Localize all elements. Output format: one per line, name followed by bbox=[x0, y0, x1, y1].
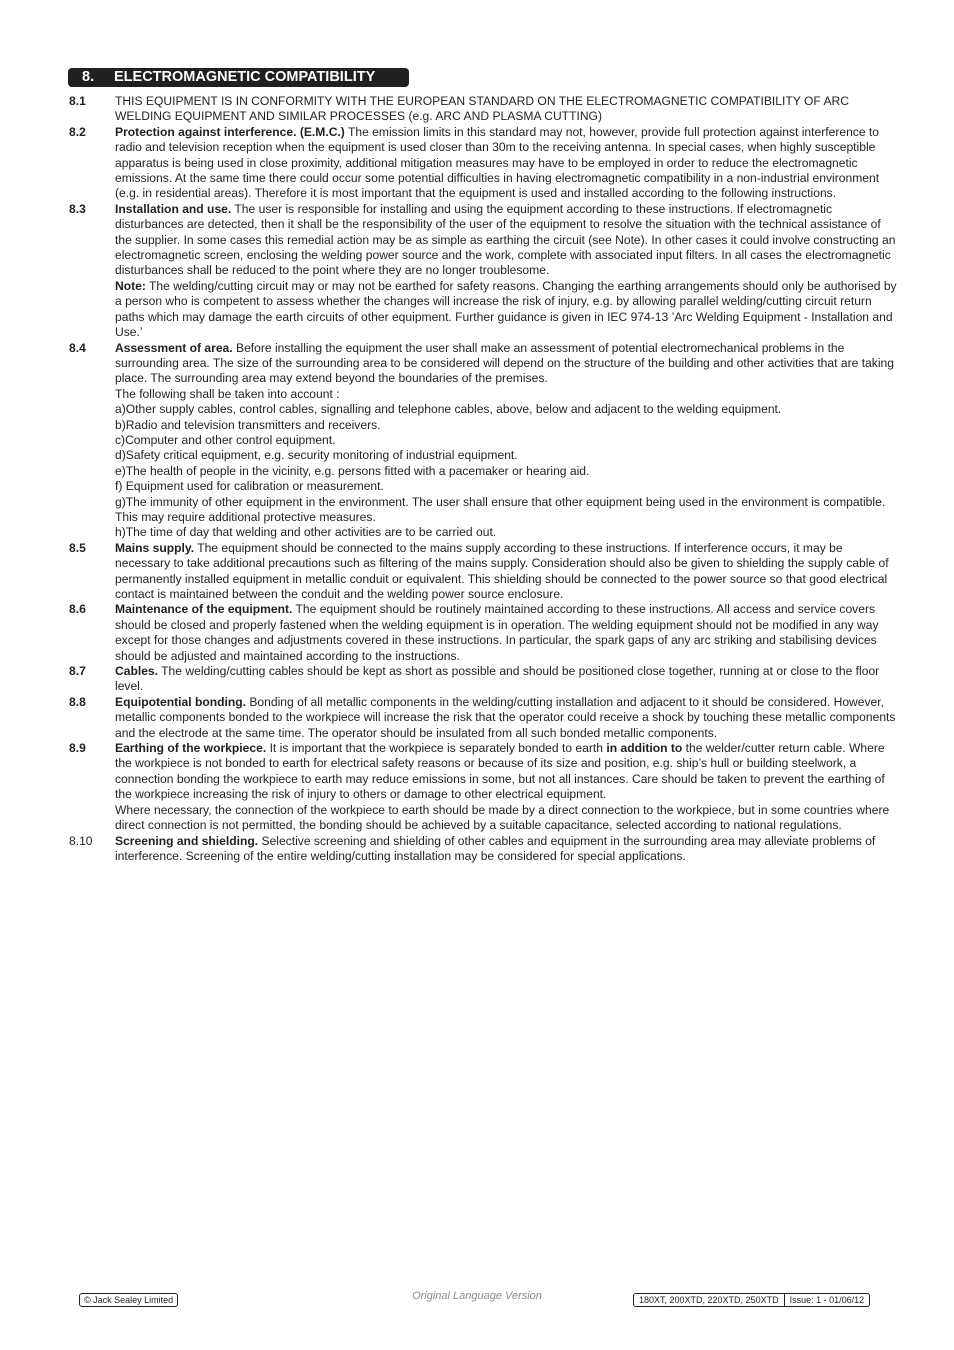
section-body: It is important that the workpiece is separately bonded to earth bbox=[266, 741, 607, 756]
section-8-3 bbox=[69, 202, 899, 341]
section-lead: Maintenance of the equipment. bbox=[115, 602, 293, 617]
section-heading-number: 8. bbox=[82, 69, 95, 85]
section-8-5 bbox=[69, 541, 899, 603]
footer-copyright: © Jack Sealey Limited bbox=[79, 1293, 178, 1307]
section-lead: Equipotential bonding. bbox=[115, 694, 246, 709]
section-text bbox=[115, 664, 899, 695]
section-8-6 bbox=[69, 602, 899, 664]
section-body: The emission limits in this standard may not, however, provide full protection against interference to radio and television reception when the equipment is used closer than 30m to the receiving antenna. In special cases, when highly susceptible apparatus is being used in close proximity, additional mitigation measures may have to be employed in order to reduce the electromagnetic emissions. At the same time there could occur some potential difficulties in having electromagnetic compatibility in a non-industrial environment (e.g. in residential areas). Therefore it is most important that the equipment is used and installed according to the following instructions. bbox=[115, 124, 880, 201]
footer-language-note: Original Language Version bbox=[412, 1290, 542, 1302]
list-intro: The following shall be taken into account : bbox=[115, 386, 340, 401]
list-item: g)The immunity of other equipment in the environment. The user shall ensure that other equipment being used in the environment is compatible. This may require additional protective measures. bbox=[115, 494, 886, 524]
section-lead: Installation and use. bbox=[115, 201, 232, 216]
document-body bbox=[69, 94, 899, 864]
section-text bbox=[115, 202, 899, 279]
section-lead: Protection against interference. (E.M.C.) bbox=[115, 124, 345, 139]
section-body: the welder/cutter return cable. Where the workpiece is not bonded to earth for electrical safety reasons or because of its size and position, e.g. ship’s hull or building steelwork, a connection bonding the workpiece to earth may reduce emissions in some, but not all instances. Care should be taken to prevent the earthing of the workpiece increasing the risk of injury to others or damage to other electrical equipment. bbox=[115, 741, 885, 802]
section-text bbox=[115, 602, 899, 664]
footer-issue: Issue: 1 - 01/06/12 bbox=[784, 1294, 870, 1306]
section-number: 8.3 bbox=[69, 201, 86, 216]
list-item: b)Radio and television transmitters and receivers. bbox=[115, 417, 381, 432]
note-lead: Note: bbox=[115, 278, 146, 293]
list-item: d)Safety critical equipment, e.g. security monitoring of industrial equipment. bbox=[115, 448, 518, 463]
section-8-9 bbox=[69, 741, 899, 833]
section-body: Bonding of all metallic components in the welding/cutting installation and adjacent to it should be considered. However, metallic components bonded to the workpiece will increase the risk that the operator could receive a shock by touching these metallic components and the electrode at the same time. The operator should be insulated from all such bonded metallic components. bbox=[115, 694, 896, 740]
section-number: 8.2 bbox=[69, 124, 86, 139]
section-body: The welding/cutting cables should be kept as short as possible and should be positioned close together, running at or close to the floor level. bbox=[115, 664, 880, 694]
section-heading-title: ELECTROMAGNETIC COMPATIBILITY bbox=[114, 69, 376, 85]
section-number: 8.4 bbox=[69, 340, 86, 355]
list-item: c)Computer and other control equipment. bbox=[115, 432, 336, 447]
list-item: e)The health of people in the vicinity, e.g. persons fitted with a pacemaker or hearing aid. bbox=[115, 463, 590, 478]
footer-model-info bbox=[633, 1293, 870, 1307]
section-8-1 bbox=[69, 94, 899, 125]
section-emphasis: in addition to bbox=[606, 741, 683, 756]
section-body: The equipment should be connected to the mains supply according to these instructions. If interference occurs, it may be necessary to take additional precautions such as filtering of the mains supply. Consideration should also be given to shielding the supply cable of permanently installed equipment in metallic conduit or equivalent. This shielding should be connected to the power source so that good electrical contact is maintained between the conduit and the welding power source enclosure. bbox=[115, 540, 889, 601]
section-8-4 bbox=[69, 341, 899, 541]
section-heading bbox=[68, 68, 409, 87]
section-text: THIS EQUIPMENT IS IN CONFORMITY WITH THE EUROPEAN STANDARD ON THE ELECTROMAGNETIC COMPATIBILITY OF ARC WELDING EQUIPMENT AND SIMILAR PROCESSES (e.g. ARC AND PLASMA CUTTING) bbox=[115, 94, 849, 124]
section-8-7 bbox=[69, 664, 899, 695]
footer-models: 180XT, 200XTD, 220XTD, 250XTD bbox=[639, 1295, 779, 1305]
section-8-10 bbox=[69, 834, 899, 865]
section-number: 8.1 bbox=[69, 94, 86, 108]
section-8-2 bbox=[69, 125, 899, 202]
section-body: Before installing the equipment the user shall make an assessment of potential electromechanical problems in the surrounding area. The size of the surrounding area to be considered will depend on the structure of the building and other activities that are taking place. The surrounding area may extend beyond the boundaries of the premises. bbox=[115, 340, 894, 386]
list-item: a)Other supply cables, control cables, signalling and telephone cables, above, below and adjacent to the welding equipment. bbox=[115, 402, 782, 417]
section-body: Selective screening and shielding of other cables and equipment in the surrounding area may alleviate problems of interference. Screening of the entire welding/cutting installation may be considered for special applications. bbox=[115, 833, 876, 863]
list-item: f) Equipment used for calibration or measurement. bbox=[115, 479, 384, 494]
section-lead: Screening and shielding. bbox=[115, 833, 259, 848]
section-text bbox=[115, 125, 899, 202]
section-number: 8.5 bbox=[69, 540, 86, 555]
list-item: h)The time of day that welding and other activities are to be carried out. bbox=[115, 525, 497, 540]
section-text bbox=[115, 541, 899, 603]
section-text bbox=[115, 741, 899, 803]
section-lead: Mains supply. bbox=[115, 540, 195, 555]
section-text bbox=[115, 341, 899, 387]
section-number: 8.8 bbox=[69, 694, 86, 709]
section-lead: Earthing of the workpiece. bbox=[115, 741, 267, 756]
section-8-8 bbox=[69, 695, 899, 741]
section-body: The equipment should be routinely maintained according to these instructions. All access and service covers should be closed and properly fastened when the welding equipment is in operation. The welding equipment should not be modified in any way except for those changes and adjustments covered in these instructions. In particular, the spark gaps of any arc striking and stabilising devices should be adjusted and maintained according to the instructions. bbox=[115, 602, 879, 663]
section-text bbox=[115, 834, 899, 865]
section-body: The user is responsible for installing and using the equipment according to these instructions. If electromagnetic disturbances are detected, then it shall be the responsibility of the user of the equipment to resolve the situation with the technical assistance of the supplier. In some cases this remedial action may be as simple as earthing the circuit (see Note). In other cases it could involve constructing an electromagnetic screen, enclosing the welding power source and the work, complete with associated input filters. In all cases the electromagnetic disturbances shall be reduced to the point where they are no longer troublesome. bbox=[115, 201, 896, 278]
section-text bbox=[115, 695, 899, 741]
note-paragraph bbox=[115, 279, 899, 341]
section-lead: Assessment of area. bbox=[115, 340, 233, 355]
section-number: 8.10 bbox=[69, 833, 93, 848]
section-lead: Cables. bbox=[115, 664, 159, 679]
section-number: 8.7 bbox=[69, 664, 86, 679]
section-number: 8.6 bbox=[69, 602, 86, 617]
note-body: The welding/cutting circuit may or may not be earthed for safety reasons. Changing the earthing arrangements should only be authorised by a person who is competent to assess whether the changes will increase the risk of injury, e.g. by allowing parallel welding/cutting circuit return paths which may damage the earth circuits of other equipment. Further guidance is given in IEC 974-13 ’Arc Welding Equipment - Installation and Use.’ bbox=[115, 278, 897, 340]
section-paragraph: Where necessary, the connection of the workpiece to earth should be made by a direct connection to the workpiece, but in some countries where direct connection is not permitted, the bonding should be achieved by a suitable capacitance, selected according to national regulations. bbox=[115, 802, 890, 833]
section-number: 8.9 bbox=[69, 741, 86, 756]
